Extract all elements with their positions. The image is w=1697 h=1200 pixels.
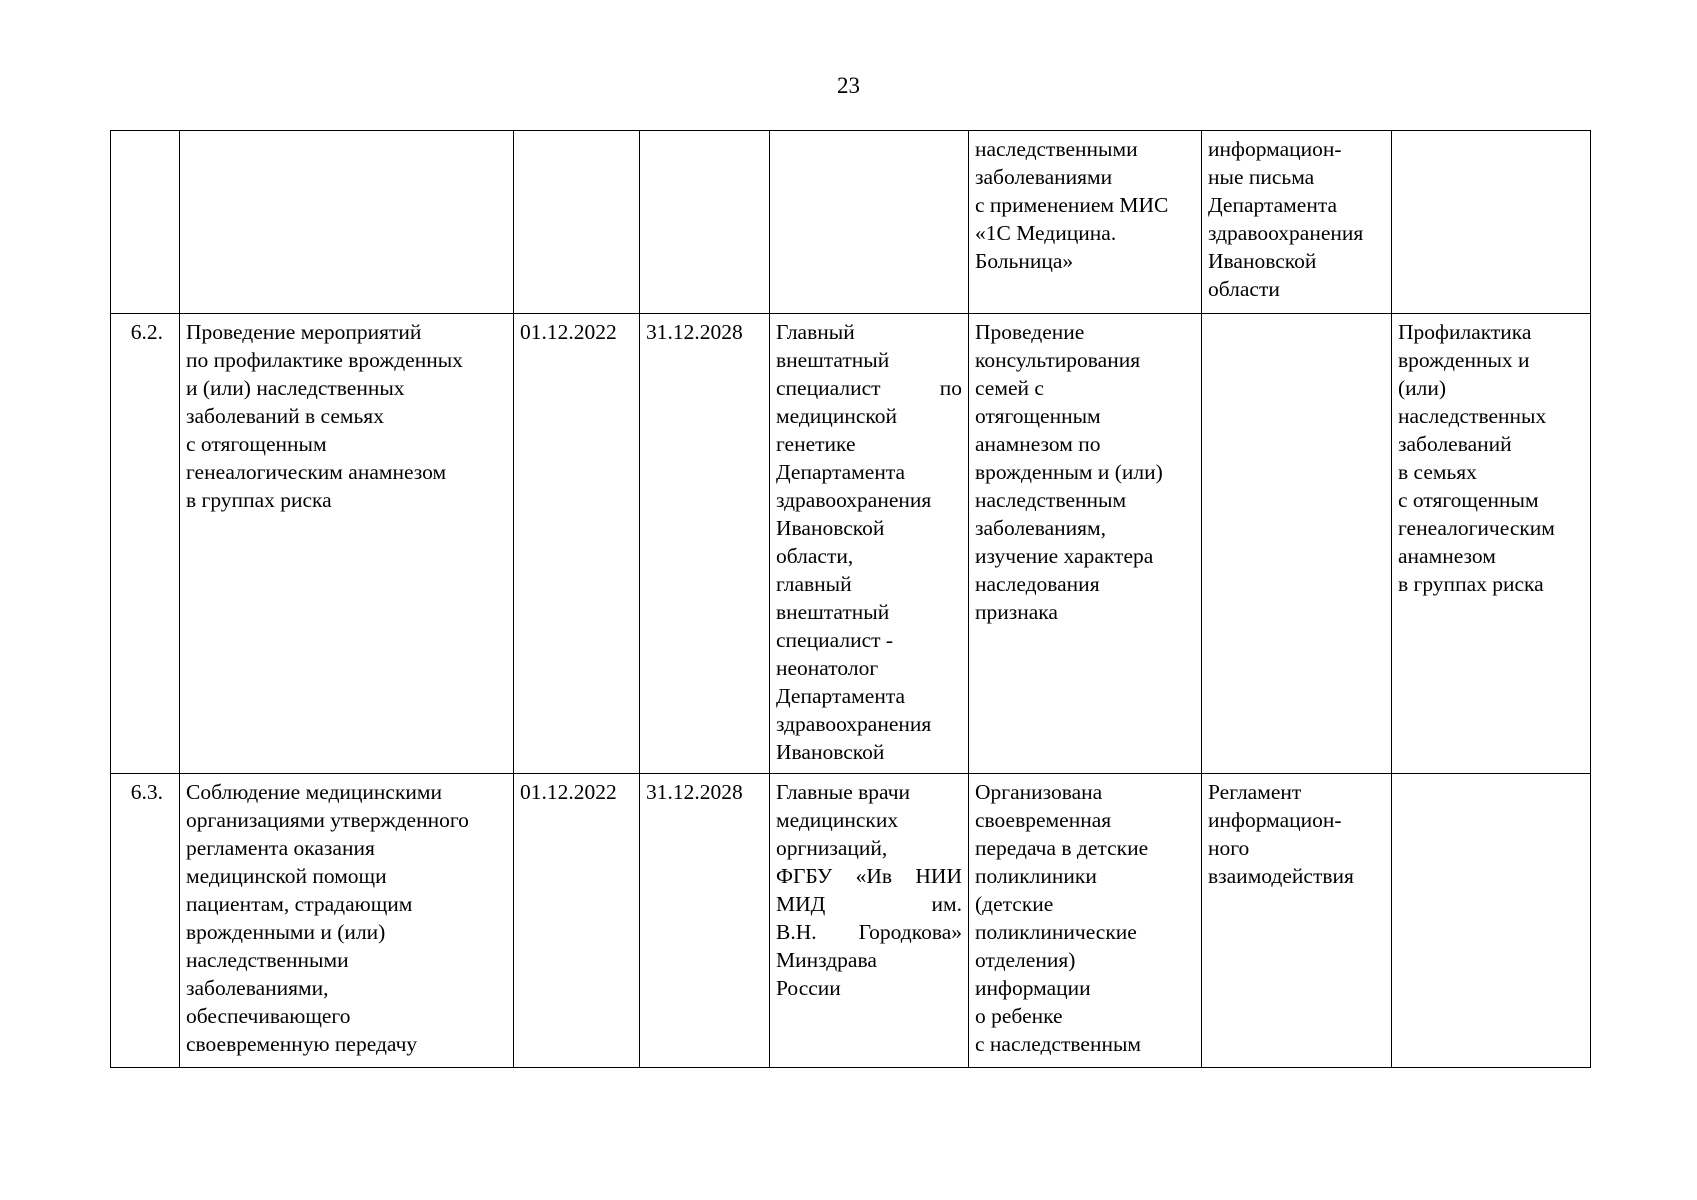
page-number: 23: [837, 73, 860, 98]
start-date-cell: 01.12.2022: [514, 774, 640, 1068]
responsible-cell: [770, 774, 969, 1068]
responsible-line: главный: [776, 572, 852, 596]
responsible-line: внештатный: [776, 600, 890, 624]
table-row: [111, 314, 1591, 774]
end-date-cell: [640, 131, 770, 314]
document-cell: [1202, 314, 1392, 774]
responsible-line: Главный: [776, 320, 855, 344]
row-number-cell: 6.3.: [111, 774, 180, 1068]
responsible-cell: [770, 131, 969, 314]
responsible-line: медицинских: [776, 808, 899, 832]
responsible-line: Департамента: [776, 460, 906, 484]
result-cell: наследственными заболеваниями с применением МИС «1С Медицина. Больница»: [969, 131, 1202, 314]
activity-cell: Проведение мероприятий по профилактике врожденных и (или) наследственных заболеваний в семьях с отягощенным генеалогическим анамнезом в группах риска: [180, 314, 514, 774]
responsible-line: Ивановской: [776, 516, 885, 540]
responsible-line: Минздрава: [776, 948, 877, 972]
responsible-line: здравоохранения: [776, 712, 932, 736]
indicator-cell: [1392, 774, 1591, 1068]
responsible-line: генетике: [776, 432, 856, 456]
responsible-line: области,: [776, 544, 854, 568]
row-number-cell: 6.2.: [111, 314, 180, 774]
responsible-text: [776, 318, 962, 766]
responsible-line: здравоохранения: [776, 488, 932, 512]
activity-cell: Соблюдение медицинскими организациями утвержденного регламента оказания медицинской помощи пациентам, страдающим врожденными и (или) наследственными заболеваниями, обеспечивающего своевременную передачу: [180, 774, 514, 1068]
start-date-cell: [514, 131, 640, 314]
table-row: [111, 131, 1591, 314]
end-date-cell: 31.12.2028: [640, 314, 770, 774]
activity-cell: [180, 131, 514, 314]
responsible-line: России: [776, 976, 841, 1000]
responsible-line: медицинской: [776, 404, 897, 428]
responsible-line: специалист по: [776, 376, 962, 400]
document-cell: информацион- ные письма Департамента здравоохранения Ивановской области: [1202, 131, 1392, 314]
row-number-cell: [111, 131, 180, 314]
responsible-line: специалист -: [776, 628, 894, 652]
responsible-line: Департамента: [776, 684, 906, 708]
result-cell: Организована своевременная передача в детские поликлиники (детские поликлинические отделения) информации о ребенке с наследственным: [969, 774, 1202, 1068]
responsible-line: оргнизаций,: [776, 836, 888, 860]
end-date-cell: 31.12.2028: [640, 774, 770, 1068]
responsible-line: ФГБУ «Ив НИИ: [776, 864, 962, 888]
responsible-line: МИД им.: [776, 892, 962, 916]
table-row: [111, 774, 1591, 1068]
indicator-cell: Профилактика врожденных и (или) наследственных заболеваний в семьях с отягощенным генеалогическим анамнезом в группах риска: [1392, 314, 1591, 774]
responsible-line: В.Н. Городкова»: [776, 920, 962, 944]
indicator-cell: [1392, 131, 1591, 314]
responsible-line: Главные врачи: [776, 780, 911, 804]
responsible-line: внештатный: [776, 348, 890, 372]
document-cell: Регламент информацион- ного взаимодействия: [1202, 774, 1392, 1068]
responsible-text: [776, 778, 962, 1002]
plan-table: [110, 130, 1591, 1068]
responsible-cell: [770, 314, 969, 774]
result-cell: Проведение консультирования семей с отягощенным анамнезом по врожденным и (или) наследственным заболеваниям, изучение характера наследования признака: [969, 314, 1202, 774]
responsible-line: неонатолог: [776, 656, 879, 680]
start-date-cell: 01.12.2022: [514, 314, 640, 774]
responsible-line: Ивановской: [776, 740, 885, 764]
